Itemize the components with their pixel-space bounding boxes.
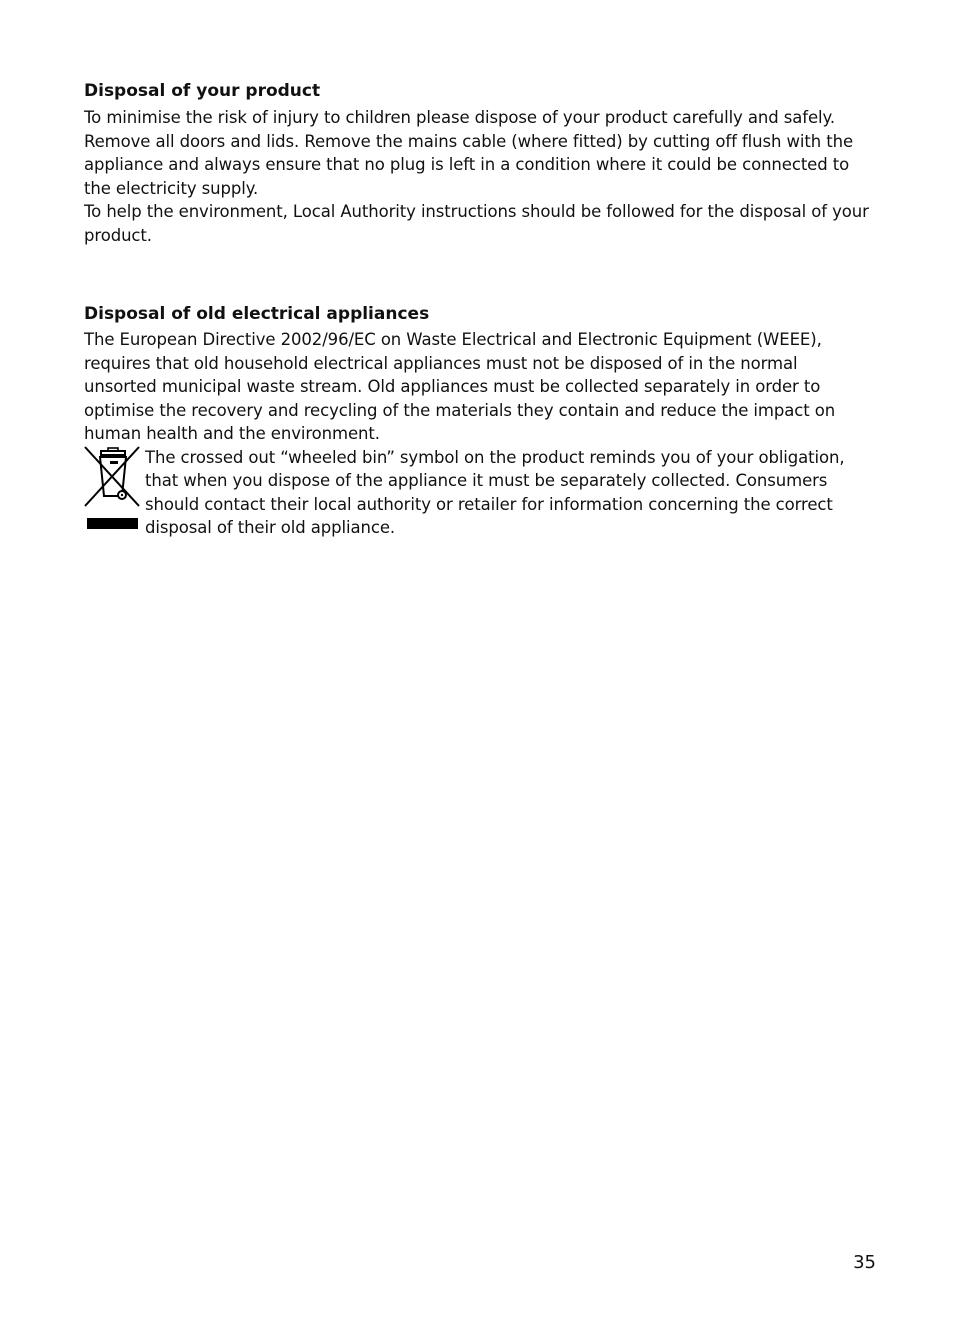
page-number: 35 [853, 1252, 876, 1273]
weee-notice [84, 446, 874, 540]
document-page [84, 80, 874, 540]
paragraph: To minimise the risk of injury to children please dispose of your product carefully and safely. Remove all doors and lids. Remove the mains cable (where fitted) by cutting off flush with the appliance and always ensure that no plug is left in a condition where it could be connected to the electricity supply. [84, 108, 854, 198]
section-heading: Disposal of your product [84, 81, 321, 101]
weee-underline-bar [87, 518, 138, 529]
disposal-of-product-section [84, 80, 874, 247]
paragraph: To help the environment, Local Authority instructions should be followed for the disposal of your product. [84, 202, 869, 245]
paragraph: The European Directive 2002/96/EC on Waste Electrical and Electronic Equipment (WEEE), requires that old household electrical appliances must not be disposed of in the normal unsorted municipal waste stream. Old appliances must be collected separately in order to optimise the recovery and recycling of the materials they contain and reduce the impact on human health and the environment. [84, 330, 836, 443]
crossed-out-wheeled-bin-icon [84, 446, 140, 508]
disposal-of-old-appliances-section [84, 303, 874, 540]
section-heading: Disposal of old electrical appliances [84, 304, 430, 324]
weee-paragraph: The crossed out “wheeled bin” symbol on the product reminds you of your obligation, that when you dispose of the appliance it must be separately collected. Consumers should contact their local authority or retailer for information concerning the correct disposal of their old appliance. [145, 447, 845, 537]
